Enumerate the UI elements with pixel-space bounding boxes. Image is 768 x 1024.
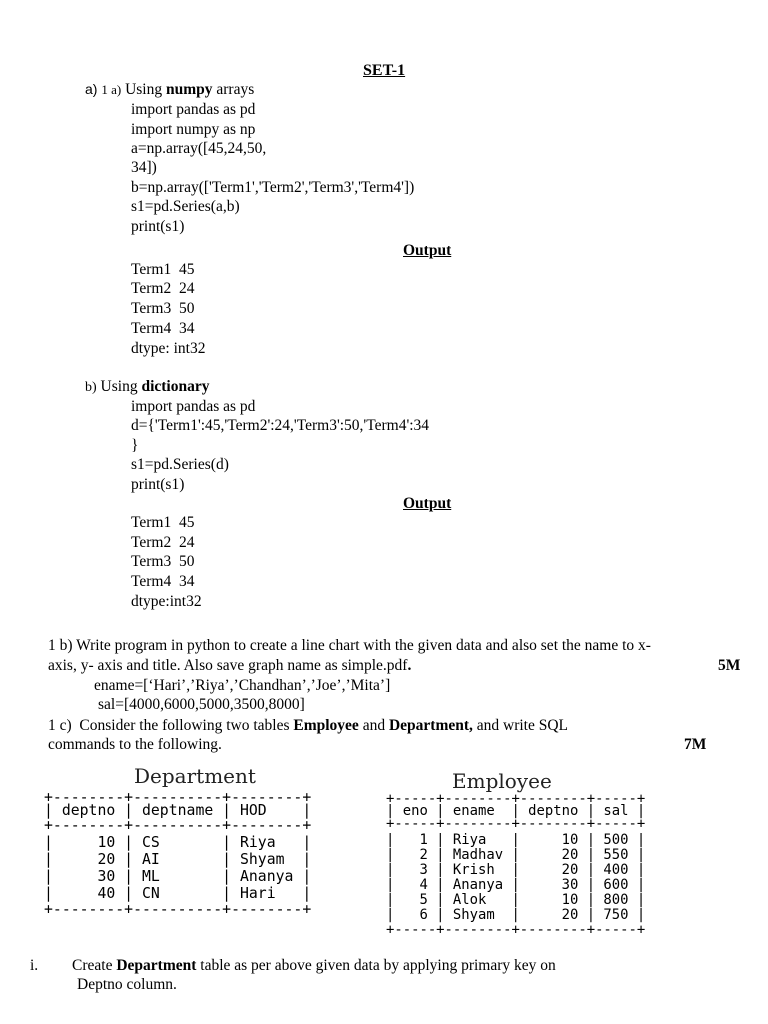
- q1b-line2: [48, 658, 411, 674]
- table-row: | 5 | Alok | 10 | 800 |: [386, 892, 646, 908]
- code-line: d={'Term1':45,'Term2':24,'Term3':50,'Term4':34: [131, 417, 430, 434]
- table-row: | 3 | Krish | 20 | 400 |: [386, 862, 646, 878]
- code-line: import pandas as pd: [131, 101, 256, 118]
- q1a-number: 1 a): [101, 82, 122, 97]
- set-title: SET-1: [363, 62, 406, 79]
- question-i-pre: Create: [72, 957, 117, 974]
- q1b-line2-period: .: [407, 657, 412, 674]
- employee-caption: Employee: [452, 769, 552, 793]
- code-line: s1=pd.Series(d): [131, 456, 229, 473]
- output-line: Term4 34: [131, 573, 195, 590]
- code-line: a=np.array([45,24,50,: [131, 140, 267, 157]
- code-line: b=np.array(['Term1','Term2','Term3','Term4']): [131, 179, 415, 196]
- q1b-dict-heading: [85, 379, 210, 395]
- q1b-ename: ename=[‘Hari’,’Riya’,’Chandhan’,’Joe’,’Mita’]: [94, 677, 391, 694]
- q1c-post: and write SQL: [472, 717, 569, 734]
- question-i-bold: Department: [116, 957, 197, 974]
- table-border: +-----+--------+--------+-----+: [386, 922, 646, 938]
- code-line: print(s1): [131, 218, 185, 235]
- q1b-line1: 1 b) Write program in python to create a line chart with the given data and also set the name to x-: [48, 637, 651, 654]
- q1c-line2: commands to the following.: [48, 736, 222, 753]
- question-i-number: i.: [30, 957, 39, 974]
- q1a-intro-bold: numpy: [165, 81, 213, 98]
- q1b-sal: sal=[4000,6000,5000,3500,8000]: [98, 696, 305, 713]
- output-line: Term2 24: [131, 534, 195, 551]
- department-caption: Department: [134, 764, 256, 788]
- output-line: Term3 50: [131, 300, 195, 317]
- q1a-intro: Using: [125, 81, 163, 98]
- code-line: print(s1): [131, 476, 185, 493]
- table-border: +--------+----------+--------+: [44, 789, 312, 806]
- output-line: dtype: int32: [131, 340, 206, 357]
- q1a-heading: [85, 82, 254, 98]
- output-line: Term3 50: [131, 553, 195, 570]
- q1b-dict-intro: Using: [100, 378, 138, 395]
- q1c-line1: [48, 718, 568, 734]
- code-line: import numpy as np: [131, 121, 256, 138]
- table-row: | 2 | Madhav | 20 | 550 |: [386, 847, 646, 863]
- output-line: dtype:int32: [131, 593, 202, 610]
- question-i-line2: Deptno column.: [77, 976, 177, 993]
- q1c-pre: 1 c) Consider the following two tables: [48, 717, 294, 734]
- code-line: import pandas as pd: [131, 398, 256, 415]
- q1b-line2-text: axis, y- axis and title. Also save graph name as simple.pdf: [48, 657, 408, 674]
- table-row: | 1 | Riya | 10 | 500 |: [386, 832, 646, 848]
- output-line: Term2 24: [131, 280, 195, 297]
- q1b-marks: 5M: [718, 657, 741, 674]
- q1c-employee: Employee: [293, 717, 359, 734]
- q1a-label: a): [85, 81, 98, 97]
- q1c-marks: 7M: [684, 736, 707, 753]
- q1c-department: Department,: [388, 717, 473, 734]
- q1b-dict-output-heading: Output: [403, 495, 452, 512]
- table-border: +-----+--------+--------+-----+: [386, 791, 646, 807]
- table-header: | eno | ename | deptno | sal |: [386, 803, 646, 819]
- table-border: +--------+----------+--------+: [44, 901, 312, 918]
- q1b-dict-label: b): [85, 380, 97, 395]
- question-i-line1: [72, 958, 556, 974]
- table-header: | deptno | deptname | HOD |: [44, 802, 312, 819]
- output-line: Term1 45: [131, 514, 195, 531]
- question-i-post: table as per above given data by applying primary key on: [196, 957, 556, 974]
- q1b-dict-intro-bold: dictionary: [141, 378, 210, 395]
- table-row: | 6 | Shyam | 20 | 750 |: [386, 907, 646, 923]
- code-line: }: [131, 437, 139, 454]
- table-row: | 30 | ML | Ananya |: [44, 868, 312, 885]
- table-border: +-----+--------+--------+-----+: [386, 816, 646, 832]
- code-line: s1=pd.Series(a,b): [131, 198, 240, 215]
- q1c-mid: and: [358, 717, 389, 734]
- q1a-output-heading: Output: [403, 242, 452, 259]
- output-line: Term1 45: [131, 261, 195, 278]
- table-row: | 10 | CS | Riya |: [44, 834, 312, 851]
- output-line: Term4 34: [131, 320, 195, 337]
- code-line: 34]): [131, 159, 157, 176]
- q1a-intro-rest: arrays: [216, 81, 255, 98]
- table-row: | 20 | AI | Shyam |: [44, 851, 312, 868]
- table-row: | 40 | CN | Hari |: [44, 885, 312, 902]
- table-border: +--------+----------+--------+: [44, 817, 312, 834]
- table-row: | 4 | Ananya | 30 | 600 |: [386, 877, 646, 893]
